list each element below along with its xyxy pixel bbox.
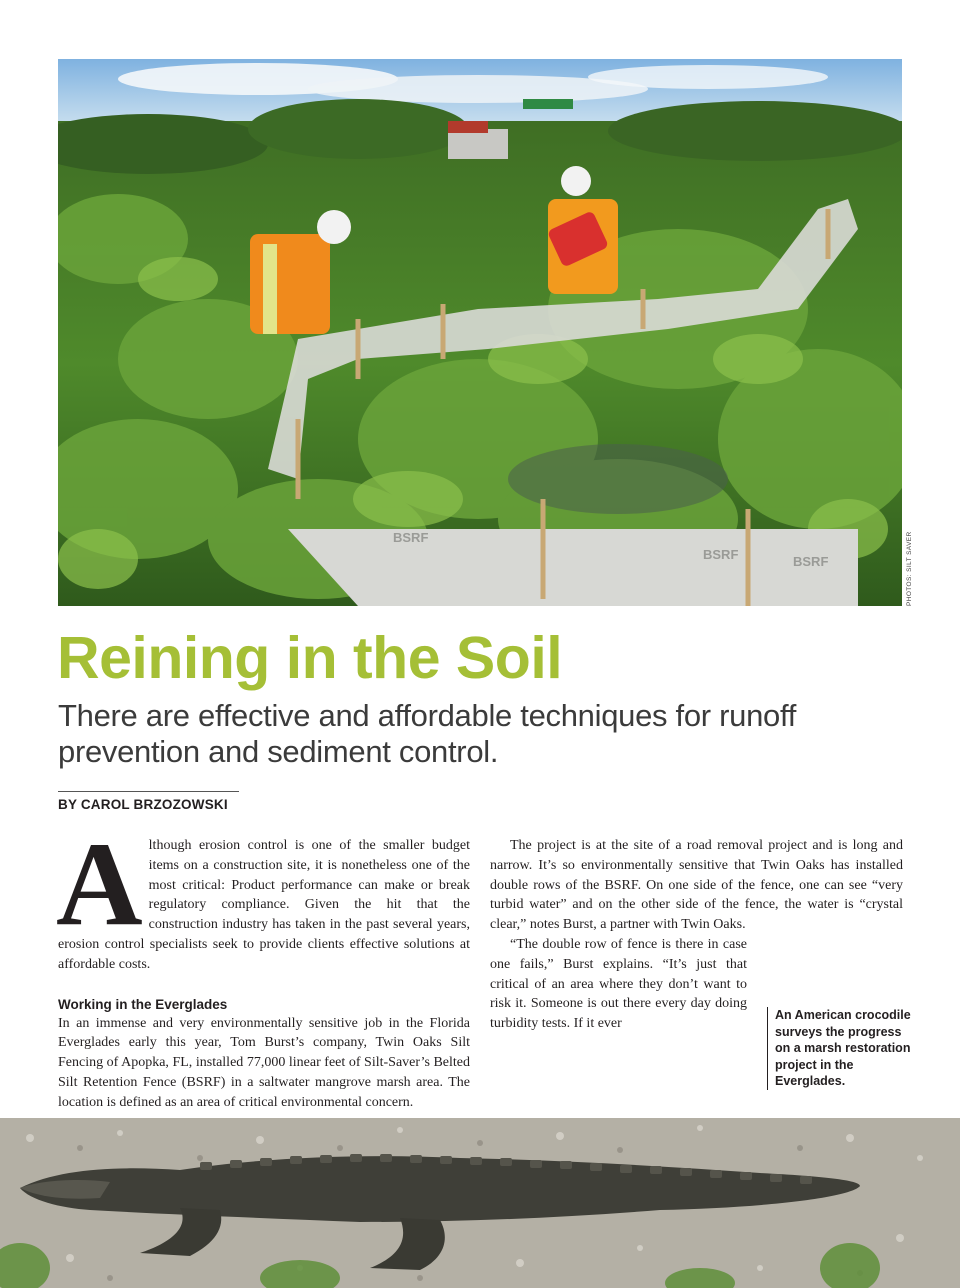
article-headline: Reining in the Soil	[57, 625, 563, 691]
intro-paragraph	[56, 817, 470, 975]
crocodile-photo	[0, 1118, 960, 1288]
body-column-left	[56, 817, 470, 1113]
byline-divider	[58, 791, 239, 792]
body-paragraph: In an immense and very environmentally sensitive job in the Florida Everglades early this year, Tom Burst’s company, Twin Oaks Silt Fencing of Apopka, FL, installed 77,000 linear feet of Silt-Saver’s Belted Silt Retention Fence (BSRF) in a saltwater mangrove marsh area. The location is defined as an area of critical environmental concern.	[58, 1015, 470, 1110]
body-paragraph: The project is at the site of a road removal project and is long and narrow. It’s so environmentally sensitive that Twin Oaks has installed double rows of the BSRF. On one side of the fence, one can see “very turbid water” and on the other side of the fence, the water is “crystal clear,” notes Burst, a partner with Twin Oaks.	[490, 838, 903, 933]
photo-caption: An American crocodile surveys the progress on a marsh restoration project in the Everglades.	[767, 1007, 915, 1090]
drop-cap: A	[56, 817, 143, 950]
hero-photo-mangrove-workers	[58, 59, 902, 606]
section-heading: Working in the Everglades	[58, 996, 228, 1012]
body-paragraph: “The double row of fence is there in case one fails,” Burst explains. “It’s just that critical of an area where they don’t want to risk it. Someone is out there every day doing turbidity tests. If it ever	[490, 936, 747, 1032]
fence-bsrf-mark: BSRF	[703, 547, 739, 562]
fence-bsrf-mark: BSRF	[793, 554, 829, 569]
intro-text: lthough erosion control is one of the smaller budget items on a construction site, it is nonetheless one of the most critical: Product performance can make or break regulatory compliance. Given the hit that the construction industry has taken in the past several years, erosion control specialists seek to provide clients effective solutions at affordable costs.	[58, 838, 470, 972]
photo-credit: PHOTOS: SILT SAVER	[906, 531, 913, 606]
article-deck: There are effective and affordable techniques for runoff prevention and sediment control.	[58, 698, 797, 769]
crocodile-scene-illustration	[0, 1118, 960, 1288]
mangrove-scene-illustration	[58, 59, 902, 606]
article-byline: BY CAROL BRZOZOWSKI	[58, 797, 228, 812]
body-column-right	[490, 836, 903, 1034]
fence-bsrf-mark: BSRF	[393, 530, 429, 545]
